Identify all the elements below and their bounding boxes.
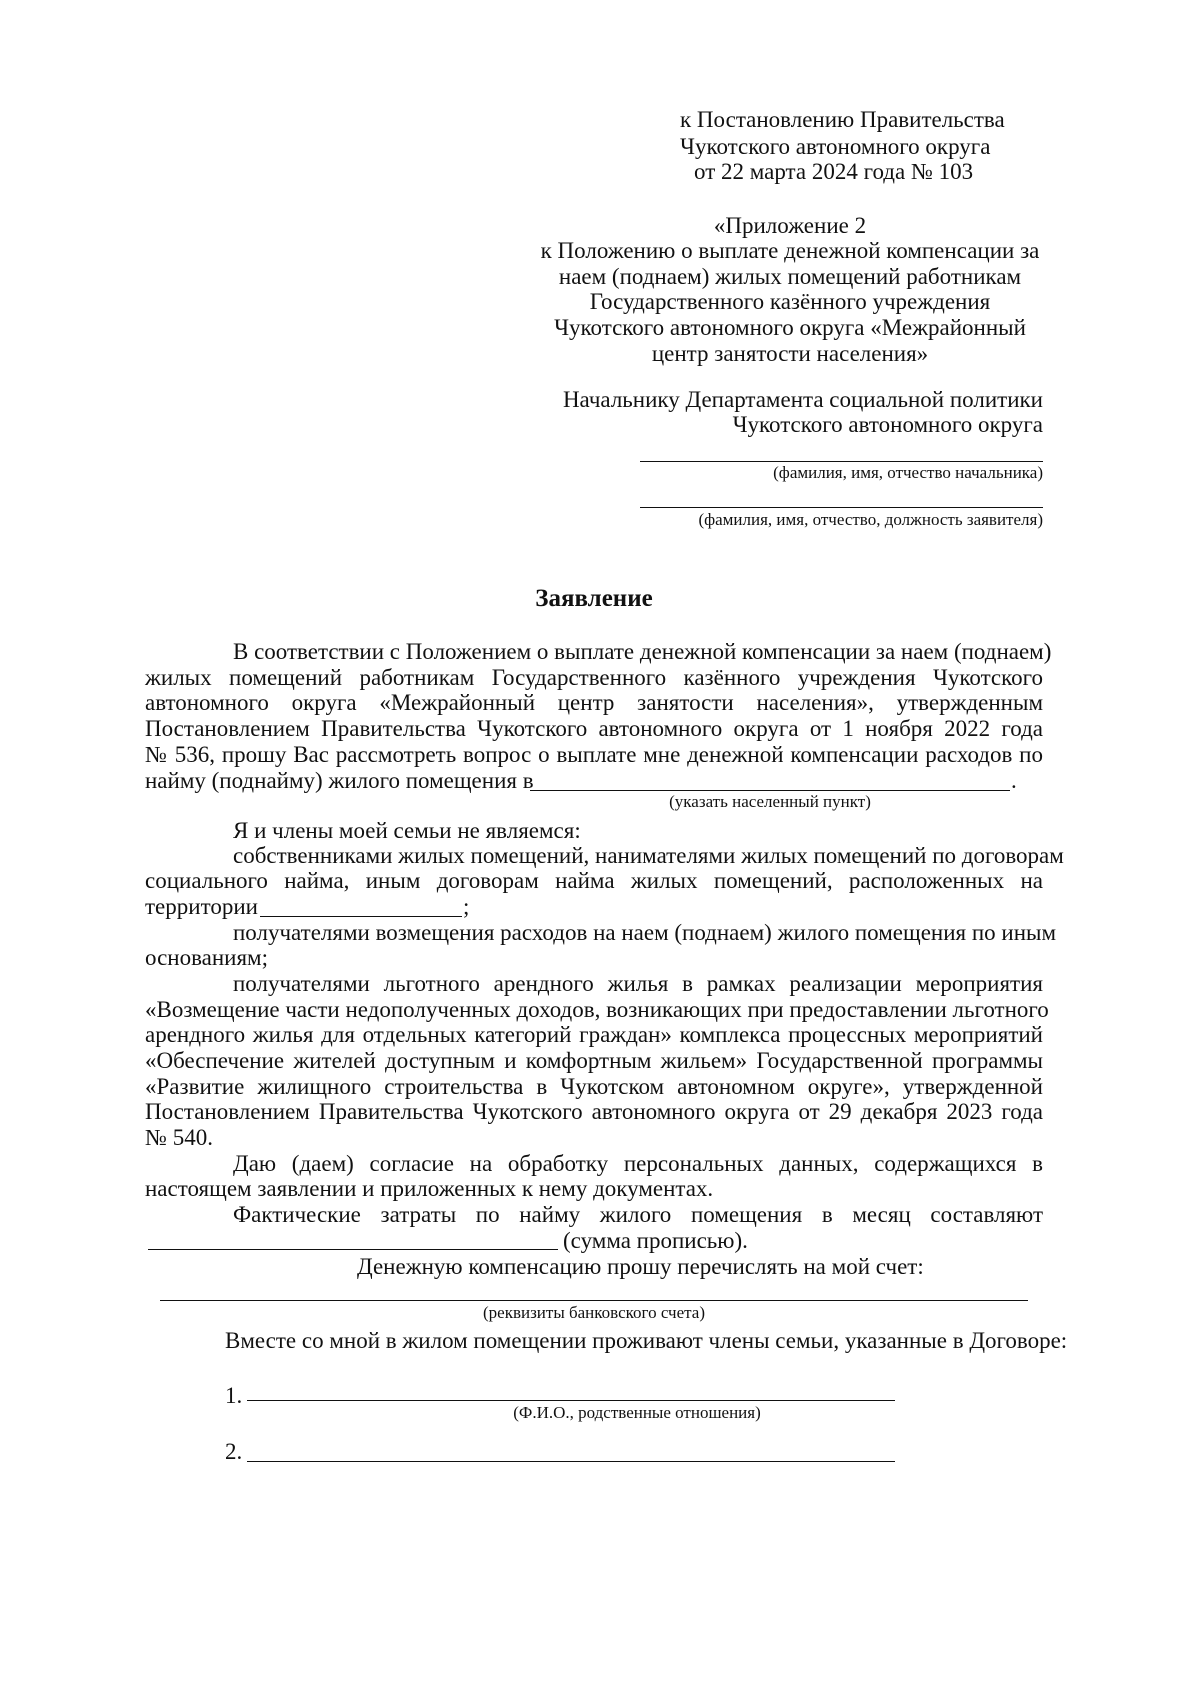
body-p1-line-1: В соответствии с Положением о выплате денежной компенсации за наем (поднаем) [233, 639, 1052, 664]
recipients-line-2: основаниям; [145, 945, 268, 970]
owners-end: ; [463, 894, 470, 919]
appendix-line-2: к Положению о выплате денежной компенсации за [540, 238, 1040, 263]
appendix-line-4: Государственного казённого учреждения [589, 289, 991, 314]
family-item-2-number: 2. [225, 1439, 243, 1464]
appendix-line-3: наем (поднаем) жилых помещений работникам [558, 264, 1022, 289]
body-p1-end: . [1011, 768, 1017, 793]
body-p1-line-3: автономного округа «Межрайонный центр занятости населения», утвержденным [145, 690, 1043, 715]
consent-line-1: Даю (даем) согласие на обработку персональных данных, содержащихся в [233, 1151, 1043, 1176]
applicant-name-hint: (фамилия, имя, отчество, должность заявителя) [698, 510, 1043, 529]
transfer-line: Денежную компенсацию прошу перечислять на мой счет: [357, 1254, 924, 1279]
appendix-line-1: «Приложение 2 [713, 213, 867, 238]
addressee-line-1: Начальнику Департамента социальной политики [562, 387, 1043, 412]
bank-details-line[interactable] [160, 1300, 1028, 1301]
costs-hint: (сумма прописью). [563, 1228, 748, 1253]
chief-name-line[interactable] [640, 461, 1043, 462]
costs-line: Фактические затраты по найму жилого помещения в месяц составляют [233, 1202, 1043, 1227]
family-item-1-number: 1. [225, 1383, 243, 1408]
owners-line-3: территории [145, 894, 258, 919]
bank-details-hint: (реквизиты банковского счета) [482, 1303, 705, 1322]
preferential-line-5: «Развитие жилищного строительства в Чукотском автономном округе», утвержденной [145, 1074, 1043, 1099]
owners-line-1: собственниками жилых помещений, нанимателями жилых помещений по договорам [233, 843, 1064, 868]
recipients-line-1: получателями возмещения расходов на наем (поднаем) жилого помещения по иным [233, 920, 1057, 945]
costs-amount-line[interactable] [148, 1249, 558, 1250]
locality-hint: (указать населенный пункт) [669, 792, 871, 811]
preferential-line-1: получателями льготного арендного жилья в рамках реализации мероприятия [233, 971, 1043, 996]
page-title: Заявление [535, 585, 653, 612]
family-member-hint: (Ф.И.О., родственные отношения) [513, 1403, 761, 1422]
appendix-line-6: центр занятости населения» [651, 341, 929, 366]
header-line-1: к Постановлению Правительства [680, 107, 1005, 132]
applicant-name-line[interactable] [640, 507, 1043, 508]
family-member-2-line[interactable] [247, 1461, 895, 1462]
territory-line[interactable] [260, 916, 462, 917]
preferential-line-6: Постановлением Правительства Чукотского автономного округа от 29 декабря 2023 года [145, 1099, 1043, 1124]
preferential-line-4: «Обеспечение жителей доступным и комфортным жильем» Государственной программы [145, 1048, 1043, 1073]
consent-line-2: настоящем заявлении и приложенных к нему документах. [145, 1176, 714, 1201]
family-member-1-line[interactable] [247, 1400, 895, 1401]
family-intro: Вместе со мной в жилом помещении проживают члены семьи, указанные в Договоре: [225, 1328, 1068, 1353]
body-p1-line-2: жилых помещений работникам Государственного казённого учреждения Чукотского [145, 665, 1043, 690]
members-intro: Я и члены моей семьи не являемся: [233, 818, 581, 843]
body-p1-line-5: № 536, прошу Вас рассмотреть вопрос о выплате мне денежной компенсации расходов по [145, 742, 1043, 767]
chief-name-hint: (фамилия, имя, отчество начальника) [773, 463, 1043, 482]
preferential-line-3: арендного жилья для отдельных категорий граждан» комплекса процессных мероприятий [145, 1022, 1043, 1047]
appendix-line-5: Чукотского автономного округа «Межрайонный [554, 315, 1026, 340]
header-line-2: Чукотского автономного округа [680, 134, 991, 159]
locality-line[interactable] [530, 790, 1010, 791]
body-p1-line-6: найму (поднайму) жилого помещения в [145, 768, 534, 793]
body-p1-line-4: Постановлением Правительства Чукотского автономного округа от 1 ноября 2022 года [145, 716, 1043, 741]
owners-line-2: социального найма, иным договорам найма жилых помещений, расположенных на [145, 868, 1043, 893]
preferential-line-7: № 540. [145, 1125, 213, 1150]
addressee-line-2: Чукотского автономного округа [732, 412, 1043, 437]
header-line-3: от 22 марта 2024 года № 103 [694, 159, 974, 184]
preferential-line-2: «Возмещение части недополученных доходов, возникающих при предоставлении льготного [145, 997, 1049, 1022]
